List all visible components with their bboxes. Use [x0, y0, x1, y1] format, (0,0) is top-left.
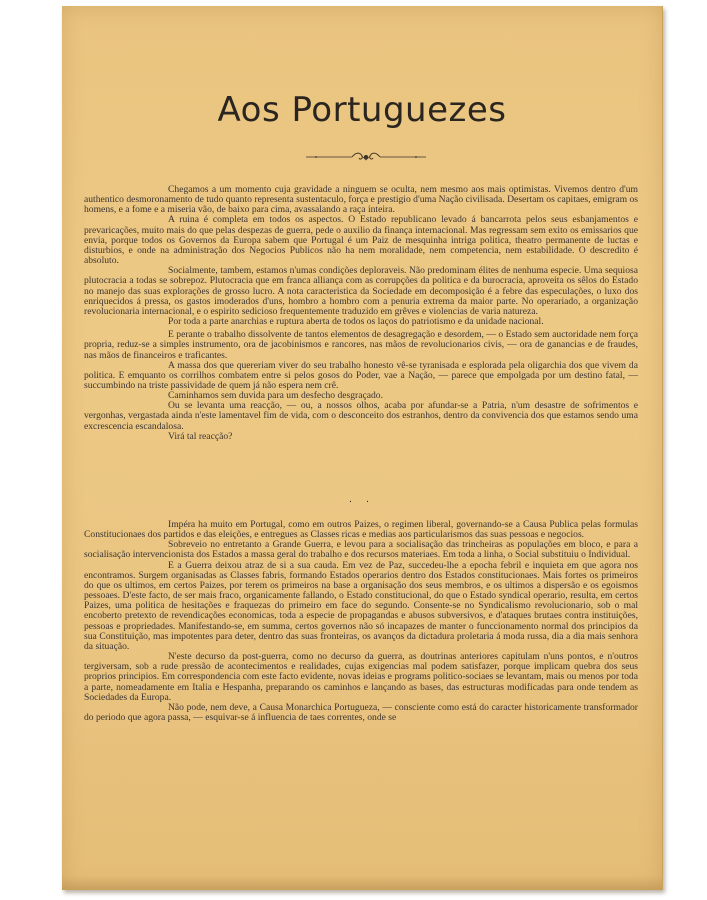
paragraph: Ou se levanta uma reacção, — ou, a nossos olhos, acaba por afundar-se a Patria, n'um desastre de sofrimentos e vergonhas, vergastada ainda n'este lamentavel fim de vida, com o desconceito dos estranhos, dentro da convivencia dos que estamos sendo uma excrescencia escandalosa.: [84, 400, 638, 432]
paragraph: Sobreveio no entretanto a Grande Guerra, e levou para a socialisação das trincheiras as populações em bloco, e para a socialisação intervencionista dos Estados a massa geral do trabalho e dos recursos materiaes. Em toda a linha, o Social substituiu o Individual.: [84, 539, 638, 561]
paragraph: Não pode, nem deve, a Causa Monarchica Portugueza, — consciente como está do caracter historicamente transformador do periodo que agora passa, — esquivar-se á influencia de taes correntes, onde se: [84, 701, 638, 723]
paragraph: A massa dos que quereriam viver do seu trabalho honesto vê-se tyranisada e esplorada pela oligarchia dos que vivem da politica. E emquanto os corrilhos combatem entre si pelos gosos do Poder, vae a Nação, — parece que empolgada por um destino fatal, — succumbindo na triste passividade de quem já não espera nem crê.: [84, 359, 638, 391]
paragraph: A ruina é completa em todos os aspectos. O Estado republicano levado á bancarrota pelos seus esbanjamentos e prevaricações, muito mais do que pelas despezas de guerra, pede o auxilio da finança internacional. Mas regressam sem exito os emissarios que envia, porque todos os Governos da Europa sabem que Portugal é um Paiz de mesquinha intriga politica, theatro permanente de luctas e disturbios, e onde na administração dos Negocios Publicos não ha nem moralidade, nem competencia, nem estabilidade. O descredito é absoluto.: [84, 214, 638, 267]
paragraph: Virá tal reacção?: [168, 430, 233, 442]
paragraph: Por toda a parte anarchias e ruptura aberta de todos os laços do patriotismo e da unidade nacional.: [168, 316, 544, 328]
page-title: Aos Portuguezes: [217, 90, 507, 130]
paragraph: Socialmente, tambem, estamos n'umas condições deploraveis. Não predominam élites de nenhuma especie. Uma sequiosa plutocracia a todas se sobrepoz. Plutocracia que em franca alliança com as corrupções da politica e da burocracia, aproveita os sêlos do Estado no manejo das suas explorações de grosso lucro. A nota caracteristica da Sociedade em decomposição é a febre das especulações, o luxo dos enriquecidos á pressa, os gastos imoderados d'uns, hombro a hombro com a penuria extrema da maior parte. No operariado, a organização revolucionaria internacional, e o espirito sedicioso frequentemente traduzido em grêves e violencias de varia natureza.: [84, 265, 638, 317]
leaflet-sheet: [62, 6, 663, 890]
paragraph: E perante o trabalho dissolvente de tantos elementos de desagregação e desordem, — o Estado sem auctoridade nem força propria, reduz-se a simples instrumento, ora de jacobinismos e rancores, nas mãos de revolucionarios civis, — ora de ganancias e de fraudes, nas mãos de financeiros e traficantes.: [84, 329, 638, 361]
body-section-one: [84, 185, 638, 442]
section-separator: . .: [349, 494, 375, 505]
paragraph: E a Guerra deixou atraz de si a sua cauda. Em vez de Paz, succedeu-lhe a epocha febril e inquieta em que agora nos encontramos. Surgem organisadas as Classes fabris, formando Estados operarios dentro dos Estados constitucionaes. Mais fortes os primeiros do que os ultimos, em certos Paizes, por terem os primeiros na base a organisação dos seus membros, e os ultimos a dispersão e os egoismos pessoaes. D'este facto, de ser mais fraco, organicamente fallando, o Estado constitucional, do que o Estado syndical operario, resulta, em certos Paizes, uma politica de hesitações e fraquezas do primeiro em face do segundo. Consente-se no Syndicalismo revolucionario, sob o mal encoberto pretexto de revendicações economicas, toda a especie de propagandas e abusos subversivos, e d'ataques brutaes contra instituições, pessoas e propriedades. Manifestando-se, em summa, certos governos não só incapazes de manter o funccionamento normal dos principios da sua Constituição, mas impotentes para deter, dentro das suas fronteiras, os avanços da dictadura proletaria á moda russa, dia a dia mais senhora da situação.: [84, 559, 638, 652]
paragraph: Caminhamos sem duvida para um desfecho desgraçado.: [168, 390, 383, 402]
paragraph: Chegamos a um momento cuja gravidade a ninguem se oculta, nem mesmo aos mais optimistas. Vivemos dentro d'um authentico desmoronamento de tudo quanto representa sustentaculo, força e prestigio d'uma Nação civilisada. Desertam os capitaes, emigram os homens, e a fome e a miseria vão, de baixo para cima, avassalando a raça inteira.: [84, 184, 638, 216]
body-section-two: [84, 520, 638, 723]
paragraph: Impéra ha muito em Portugal, como em outros Paizes, o regimen liberal, governando-se a Causa Publica pelas formulas Constitucionaes dos partidos e das eleições, e entregues as Classes ricas e medias aos particularismos das suas pessoas e negocios.: [84, 519, 638, 541]
paragraph: N'este decurso da post-guerra, como no decurso da guerra, as doutrinas anteriores capitulam n'uns pontos, e n'outros tergiversam, sob a rude pressão de acontecimentos e realidades, cujas exigencias mal podem satisfazer, porque implicam quebra dos seus proprios principios. Em correspondencia com este facto evidente, novas ideias e programs politico-sociaes se levantam, mais ou menos por toda a parte, nomeadamente em Italia e Hespanha, preparando os caminhos e lançando as bases, das estructuras modificadas para onde tendem as Sociedades da Europa.: [84, 651, 638, 703]
scroll-flourish-icon: [304, 151, 428, 163]
